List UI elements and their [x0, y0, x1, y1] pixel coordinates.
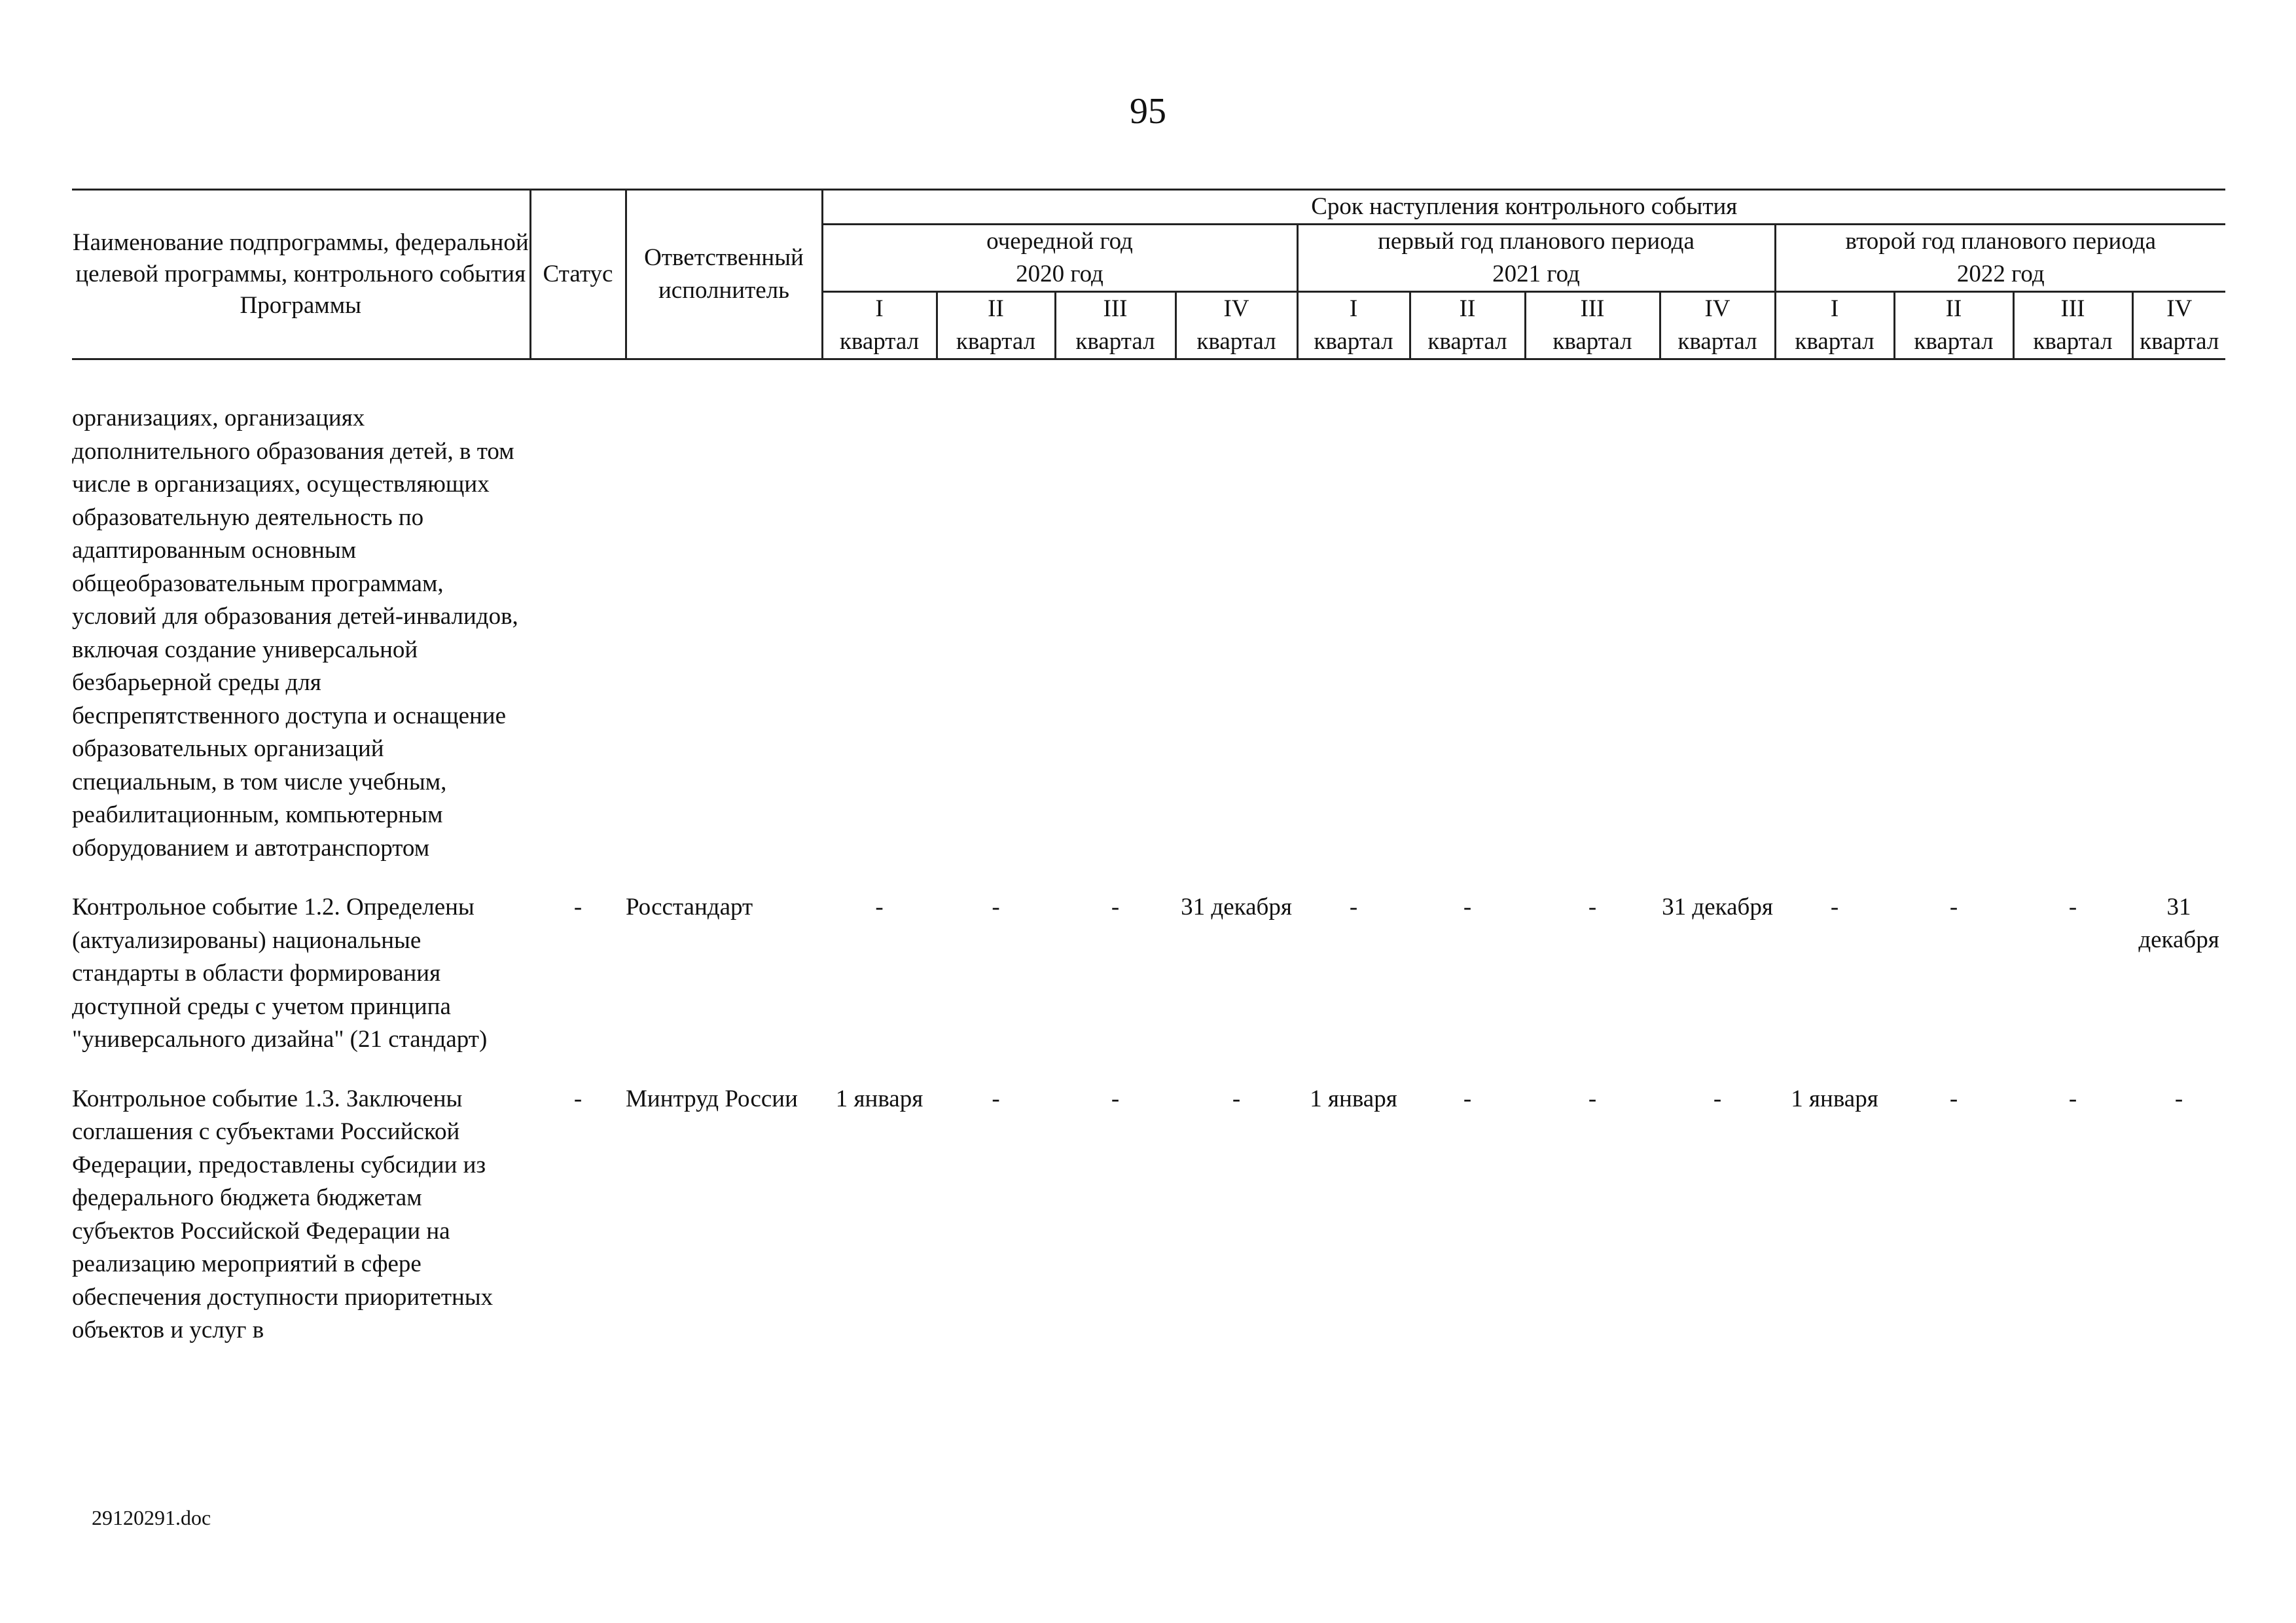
quarter-deadline: - [992, 894, 1000, 921]
quarter-deadline [2013, 402, 2132, 865]
quarter-deadline: - [1588, 1085, 1597, 1112]
quarter-deadline: - [1588, 894, 1597, 921]
quarter-deadline: - [1463, 894, 1472, 921]
quarter-deadline [2132, 402, 2225, 865]
quarter-deadline: - [1830, 894, 1839, 921]
quarter-deadline: - [1111, 1085, 1120, 1112]
quarter-deadline [1055, 402, 1175, 865]
header-quarter: III квартал [2013, 292, 2132, 359]
header-quarter: III квартал [1055, 292, 1175, 359]
header-deadline: Срок наступления контрольного события [822, 190, 2225, 225]
header-executor-column: Ответственный исполнитель [626, 190, 822, 359]
quarter-deadline [1660, 402, 1775, 865]
quarter-deadline [1525, 402, 1660, 865]
quarter-deadline: - [1463, 1085, 1472, 1112]
header-year-2020: очередной год 2020 год [822, 225, 1297, 292]
event-executor [626, 402, 822, 865]
header-quarter: II квартал [1894, 292, 2013, 359]
quarter-deadline: 31 декабря [1662, 894, 1773, 921]
event-status: - [573, 1085, 583, 1112]
header-status-column: Статус [530, 190, 626, 359]
header-quarter: III квартал [1525, 292, 1660, 359]
quarter-deadline: 1 января [1791, 1085, 1878, 1112]
header-quarter: II квартал [1410, 292, 1525, 359]
quarter-deadline: 1 января [835, 1085, 924, 1112]
quarter-deadline: - [2174, 1085, 2183, 1112]
quarter-deadline: 31 декабря [1181, 894, 1292, 921]
quarter-deadline [937, 402, 1055, 865]
table-row [72, 891, 2225, 1057]
quarter-deadline: - [2068, 1085, 2077, 1112]
header-name-column: Наименование подпрограммы, федеральной целевой программы, контрольного события Программы [72, 190, 530, 359]
page-number: 95 [1130, 91, 1166, 132]
event-executor: Росстандарт [626, 894, 753, 921]
quarter-deadline: - [1232, 1085, 1241, 1112]
header-quarter: I квартал [1775, 292, 1894, 359]
header-quarter: II квартал [937, 292, 1055, 359]
header-quarter: IV квартал [1660, 292, 1775, 359]
header-quarter: I квартал [822, 292, 937, 359]
quarter-deadline: 1 января [1310, 1085, 1397, 1112]
header-year-2022: второй год планового периода 2022 год [1775, 225, 2225, 292]
quarter-deadline: - [875, 894, 884, 921]
table-row [72, 402, 2225, 865]
control-events-table [72, 189, 2225, 1374]
quarter-deadline: - [992, 1085, 1000, 1112]
quarter-deadline: - [1949, 894, 1958, 921]
quarter-deadline: 31 декабря [2138, 894, 2219, 953]
quarter-deadline [1894, 402, 2013, 865]
event-executor: Минтруд России [626, 1085, 798, 1112]
quarter-deadline [1297, 402, 1410, 865]
header-year-2021: первый год планового периода 2021 год [1297, 225, 1775, 292]
quarter-deadline [822, 402, 937, 865]
document-id: 29120291.doc [92, 1506, 211, 1529]
event-status [530, 402, 626, 865]
event-name: Контрольное событие 1.2. Определены (актуализированы) национальные стандарты в области формирования доступной среды с учетом принципа "универсального дизайна" (21 стандарт) [72, 894, 488, 1053]
quarter-deadline: - [2068, 894, 2077, 921]
header-quarter: IV квартал [2132, 292, 2225, 359]
table-row [72, 1083, 2225, 1347]
event-status: - [573, 894, 583, 921]
quarter-deadline: - [1111, 894, 1120, 921]
event-name: организациях, организациях дополнительного образования детей, в том числе в организациях, осуществляющих образовательную деятельность по адаптированным основным общеобразовательным программам, условий для образования детей-инвалидов, включая создание универсальной безбарьерной среды для беспрепятственного доступа и оснащение образовательных организаций специальным, в том числе учебным, реабилитационным, компьютерным оборудованием и автотранспортом [72, 405, 518, 862]
quarter-deadline: - [1949, 1085, 1958, 1112]
quarter-deadline [1410, 402, 1525, 865]
quarter-deadline [1175, 402, 1297, 865]
quarter-deadline: - [1713, 1085, 1722, 1112]
quarter-deadline [1775, 402, 1894, 865]
quarter-deadline: - [1349, 894, 1358, 921]
event-name: Контрольное событие 1.3. Заключены соглашения с субъектами Российской Федерации, предоставлены субсидии из федерального бюджета бюджетам субъектов Российской Федерации на реализацию мероприятий в сфере обеспечения доступности приоритетных объектов и услуг в [72, 1085, 493, 1343]
header-quarter: I квартал [1297, 292, 1410, 359]
header-quarter: IV квартал [1175, 292, 1297, 359]
